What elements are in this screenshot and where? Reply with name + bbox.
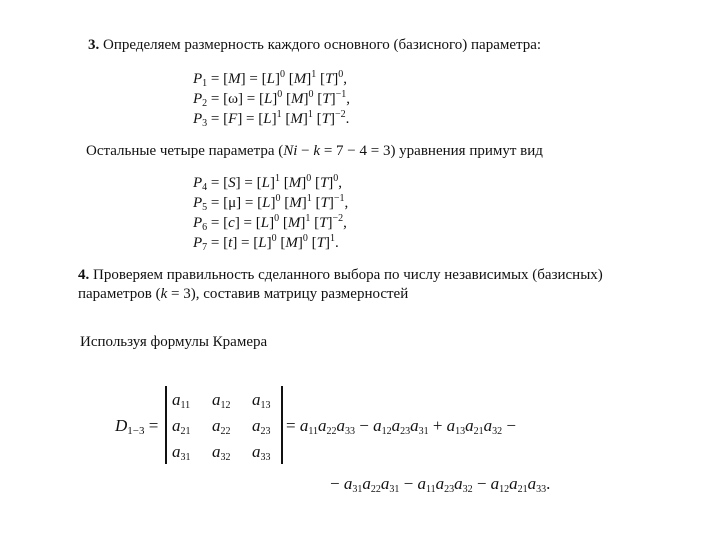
matrix-cell: $a_{11}$ [172, 390, 191, 411]
step4-number: 4. [78, 267, 90, 283]
step4-text: Проверяем правильность сделанного выбора по числу независимых (базисных) [89, 267, 603, 283]
remaining-params-text: Остальные четыре параметра (Ni − k = 7 − 4 = 3) уравнения примут вид [86, 143, 543, 159]
matrix-cell: $a_{23}$ [252, 416, 271, 437]
step3-paragraph [88, 36, 541, 54]
determinant-expansion-line1: = $a_{11}a_{22}a_{33} - a_{12}a_{23}a_{31} + a_{13}a_{21}a_{32}$ − [286, 416, 517, 437]
determinant-right-bar [281, 386, 283, 464]
matrix-cell: $a_{12}$ [212, 390, 231, 411]
matrix-cell: $a_{33}$ [252, 442, 271, 463]
step4-line1 [78, 266, 603, 284]
matrix-cell: $a_{21}$ [172, 416, 191, 437]
matrix-cell: $a_{22}$ [212, 416, 231, 437]
equation-p1: $P_1 = [M] = [L]^0$ $[M]^1$ $[T]^0$, [193, 69, 348, 89]
equation-p6: $P_6 = [c] = [L]^0$ $[M]^1$ $[T]^{-2}$, [193, 213, 347, 233]
determinant-left-bar [165, 386, 167, 464]
cramer-text: Используя формулы Крамера [80, 334, 268, 350]
determinant-expansion-line2: − $a_{31}a_{22}a_{31} - a_{11}a_{23}a_{32} - a_{12}a_{21}a_{33}$. [330, 474, 551, 495]
equation-p5: $P_5 = [\mu] = [L]^0$ $[M]^1$ $[T]^{-1}$, [193, 193, 349, 213]
equation-p4: $P_4 = [S] = [L]^1$ $[M]^0$ $[T]^0$, [193, 173, 343, 193]
step3-text: Определяем размерность каждого основного (базисного) параметра: [99, 37, 542, 53]
matrix-cell: $a_{31}$ [172, 442, 191, 463]
matrix-cell: $a_{32}$ [212, 442, 231, 463]
matrix-cell: $a_{13}$ [252, 390, 271, 411]
equation-p3: $P_3 = [F] = [L]^1$ $[M]^1$ $[T]^{-2}$. [193, 109, 350, 129]
determinant-label: $D_{1-3}$ = [115, 416, 159, 437]
equation-p7: $P_7 = [t] = [L]^0$ $[M]^0$ $[T]^1$. [193, 233, 339, 253]
step3-number: 3. [88, 37, 100, 53]
step4-line2: параметров (k = 3), составив матрицу размерностей [78, 286, 409, 302]
equation-p2: $P_2 = [\omega] = [L]^0$ $[M]^0$ $[T]^{-1}$, [193, 89, 351, 109]
